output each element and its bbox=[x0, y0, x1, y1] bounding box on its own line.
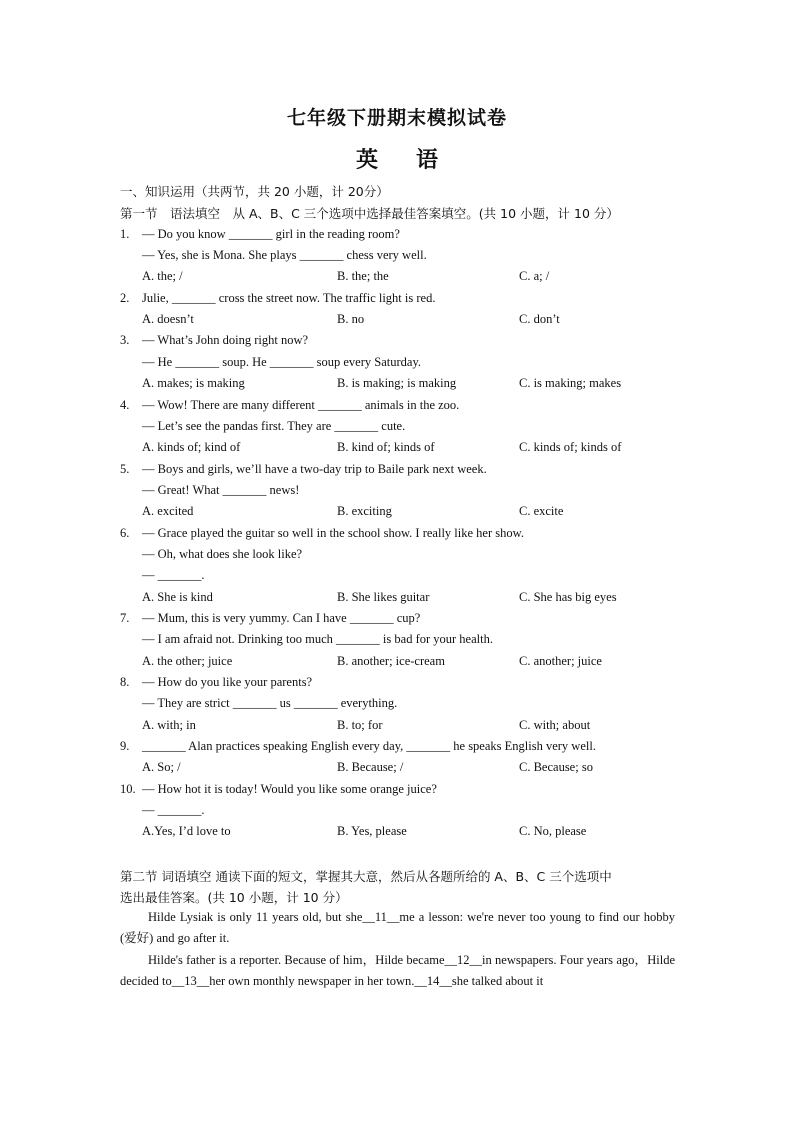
option-a: A. kinds of; kind of bbox=[142, 440, 241, 454]
question-line: — What’s John doing right now? bbox=[142, 333, 309, 347]
option-a: A. excited bbox=[142, 504, 194, 518]
question-line: Julie, _______ cross the street now. The traffic light is red. bbox=[142, 291, 436, 305]
page-title: 七年级下册期末模拟试卷 bbox=[286, 107, 507, 129]
question-line: — Yes, she is Mona. She plays _______ chess very well. bbox=[142, 248, 427, 262]
question-line: — How hot it is today! Would you like some orange juice? bbox=[142, 782, 437, 796]
option-a: A. So; / bbox=[142, 760, 181, 774]
passage-paragraph-2: Hilde's father is a reporter. Because of him，Hilde became__12__in newspapers. Four years ago，Hilde decided to__13__her own monthly newspaper in her town.__14__she talked about it bbox=[120, 953, 675, 988]
option-a: A. the; / bbox=[142, 269, 183, 283]
question-number: 4. bbox=[120, 398, 130, 412]
option-c: C. a; / bbox=[519, 269, 550, 283]
question-line: — Great! What _______ news! bbox=[142, 483, 300, 497]
option-b: B. the; the bbox=[337, 269, 389, 283]
section1-heading: 第一节 语法填空 从 A、B、C 三个选项中选择最佳答案填空。(共 10 小题，计 10 分） bbox=[120, 206, 619, 221]
option-c: C. is making; makes bbox=[519, 376, 622, 390]
option-b: B. no bbox=[337, 312, 365, 326]
question-line: — He _______ soup. He _______ soup every Saturday. bbox=[142, 355, 422, 369]
option-a: A.Yes, I’d love to bbox=[142, 824, 231, 838]
option-c: C. Because; so bbox=[519, 760, 593, 774]
question-line: — _______. bbox=[142, 803, 205, 817]
question-number: 3. bbox=[120, 333, 130, 347]
option-c: C. with; about bbox=[519, 718, 591, 732]
question-number: 8. bbox=[120, 675, 130, 689]
option-b: B. She likes guitar bbox=[337, 590, 430, 604]
question-line: — I am afraid not. Drinking too much _______ is bad for your health. bbox=[142, 632, 493, 646]
option-a: A. makes; is making bbox=[142, 376, 245, 390]
part1-heading: 一、知识运用（共两节，共 20 小题，计 20分） bbox=[120, 184, 389, 199]
option-c: C. She has big eyes bbox=[519, 590, 617, 604]
question-number: 2. bbox=[120, 291, 130, 305]
question-line: — Oh, what does she look like? bbox=[142, 547, 303, 561]
option-b: B. exciting bbox=[337, 504, 392, 518]
option-a: A. with; in bbox=[142, 718, 196, 732]
section2-heading-cont: 选出最佳答案。(共 10 小题，计 10 分） bbox=[120, 890, 348, 905]
option-a: A. doesn’t bbox=[142, 312, 194, 326]
question-line: — Wow! There are many different _______ animals in the zoo. bbox=[142, 398, 460, 412]
question-line: — How do you like your parents? bbox=[142, 675, 313, 689]
section2-heading: 第二节 词语填空 通读下面的短文，掌握其大意，然后从各题所给的 A、B、C 三个选项中 bbox=[120, 869, 612, 884]
option-b: B. to; for bbox=[337, 718, 383, 732]
question-number: 10. bbox=[120, 782, 136, 796]
question-number: 5. bbox=[120, 462, 130, 476]
question-line: — Mum, this is very yummy. Can I have _______ cup? bbox=[142, 611, 421, 625]
question-number: 9. bbox=[120, 739, 130, 753]
option-b: B. Because; / bbox=[337, 760, 404, 774]
question-number: 1. bbox=[120, 227, 130, 241]
question-line: _______ Alan practices speaking English every day, _______ he speaks English very well. bbox=[142, 739, 596, 753]
option-b: B. is making; is making bbox=[337, 376, 457, 390]
option-b: B. Yes, please bbox=[337, 824, 407, 838]
question-number: 6. bbox=[120, 526, 130, 540]
option-a: A. She is kind bbox=[142, 590, 213, 604]
question-line: — _______. bbox=[142, 568, 205, 582]
option-c: C. another; juice bbox=[519, 654, 602, 668]
option-c: C. excite bbox=[519, 504, 564, 518]
option-c: C. don’t bbox=[519, 312, 560, 326]
option-c: C. No, please bbox=[519, 824, 587, 838]
question-line: — Let’s see the pandas first. They are _______ cute. bbox=[142, 419, 406, 433]
question-line: — They are strict _______ us _______ everything. bbox=[142, 696, 398, 710]
subject-title: 英语 bbox=[355, 147, 476, 173]
option-b: B. another; ice-cream bbox=[337, 654, 445, 668]
question-number: 7. bbox=[120, 611, 130, 625]
option-b: B. kind of; kinds of bbox=[337, 440, 435, 454]
option-a: A. the other; juice bbox=[142, 654, 233, 668]
passage-paragraph-1: Hilde Lysiak is only 11 years old, but she__11__me a lesson: we're never too young to find our hobby (爱好) and go after it. bbox=[120, 910, 675, 945]
question-line: — Boys and girls, we’ll have a two-day trip to Baile park next week. bbox=[142, 462, 487, 476]
question-line: — Grace played the guitar so well in the school show. I really like her show. bbox=[142, 526, 524, 540]
option-c: C. kinds of; kinds of bbox=[519, 440, 622, 454]
question-line: — Do you know _______ girl in the reading room? bbox=[142, 227, 400, 241]
